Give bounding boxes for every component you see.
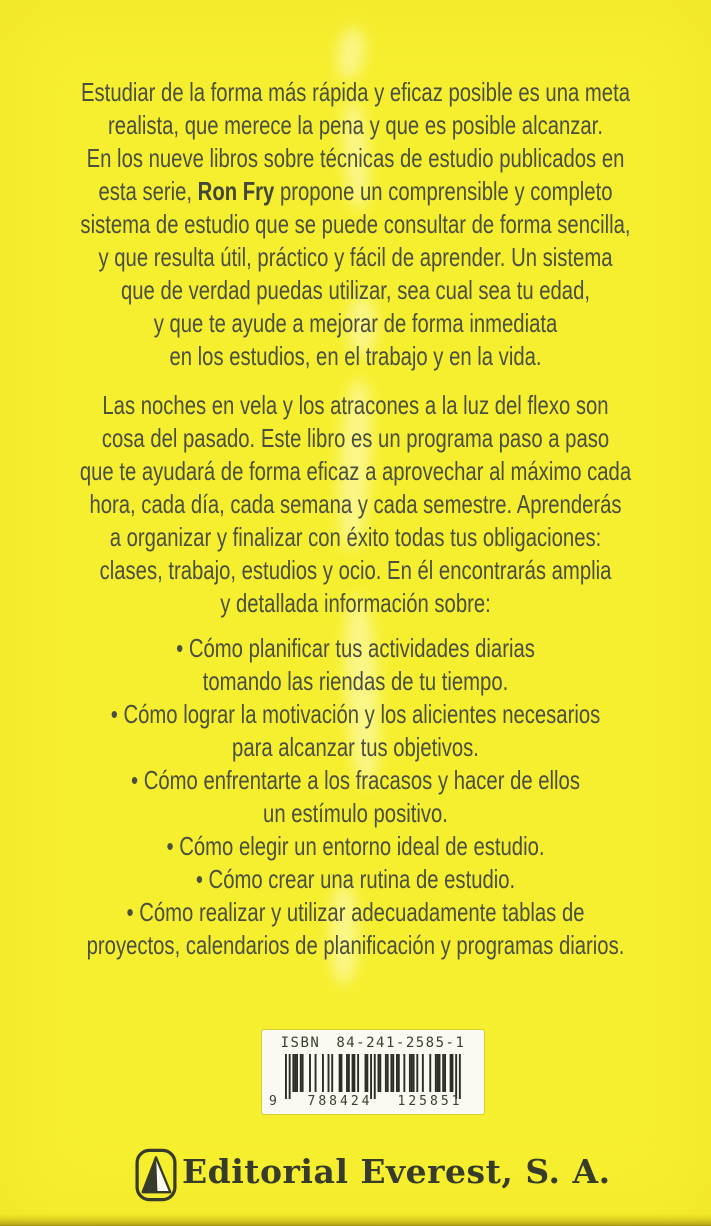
text-line: hora, cada día, cada semana y cada semestre. Aprenderás xyxy=(89,489,622,519)
ean-digits-left: 788424 xyxy=(307,1094,373,1109)
text-line: • Cómo crear una rutina de estudio. xyxy=(195,864,516,894)
text-line: Estudiar de la forma más rápida y eficaz posible es una meta xyxy=(81,77,630,107)
text-line: En los nueve libros sobre técnicas de estudio publicados en xyxy=(86,143,625,173)
ean-digit-first: 9 xyxy=(269,1094,277,1109)
text-line: un estímulo positivo. xyxy=(263,798,448,828)
everest-mountain-logo-icon xyxy=(135,1148,177,1202)
text-line: proyectos, calendarios de planificación y programas diarios. xyxy=(86,930,625,960)
text-line: Las noches en vela y los atracones a la luz del flexo son xyxy=(102,390,609,420)
text-line: y detallada información sobre: xyxy=(220,588,491,618)
isbn-barcode-panel xyxy=(262,1030,484,1114)
ean-digits-right: 125851 xyxy=(397,1094,463,1109)
isbn-label: ISBN xyxy=(280,1035,321,1051)
isbn-number: 84-241-2585-1 xyxy=(336,1035,466,1051)
text-line: que te ayudará de forma eficaz a aprovechar al máximo cada xyxy=(79,456,632,486)
text-line: • Cómo realizar y utilizar adecuadamente tablas de xyxy=(126,897,585,927)
publisher-name: Editorial Everest, S. A. xyxy=(182,1152,611,1191)
description-paragraph xyxy=(78,389,633,620)
text-line: cosa del pasado. Este libro es un programa paso a paso xyxy=(101,423,610,453)
text-line: • Cómo elegir un entorno ideal de estudio. xyxy=(166,831,545,861)
ean-digits-row xyxy=(262,1092,484,1112)
text-line: sistema de estudio que se puede consultar de forma sencilla, xyxy=(80,209,631,239)
text-line: y que te ayude a mejorar de forma inmediata xyxy=(153,308,558,338)
text-line: clases, trabajo, estudios y ocio. En él encontrarás amplia xyxy=(99,555,612,585)
intro-paragraph xyxy=(78,76,633,373)
text-line: • Cómo enfrentarte a los fracasos y hacer de ellos xyxy=(131,765,580,795)
bullet-list xyxy=(78,632,633,962)
text-line: esta serie, Ron Fry propone un comprensible y completo xyxy=(98,176,613,206)
text-line: para alcanzar tus objetivos. xyxy=(232,732,479,762)
text-line: • Cómo lograr la motivación y los alicientes necesarios xyxy=(110,699,601,729)
text-line: y que resulta útil, práctico y fácil de aprender. Un sistema xyxy=(98,242,613,272)
isbn-text xyxy=(262,1035,484,1051)
publisher-line xyxy=(0,1144,711,1206)
cover-bottom-edge xyxy=(0,1214,711,1226)
text-line: en los estudios, en el trabajo y en la vida. xyxy=(169,341,542,371)
text-line: tomando las riendas de tu tiempo. xyxy=(202,666,509,696)
text-line: realista, que merece la pena y que es posible alcanzar. xyxy=(108,110,603,140)
text-line: que de verdad puedas utilizar, sea cual sea tu edad, xyxy=(120,275,591,305)
text-line: a organizar y finalizar con éxito todas tus obligaciones: xyxy=(109,522,602,552)
text-line: • Cómo planificar tus actividades diarias xyxy=(176,633,535,663)
show-through-mark xyxy=(335,26,368,81)
